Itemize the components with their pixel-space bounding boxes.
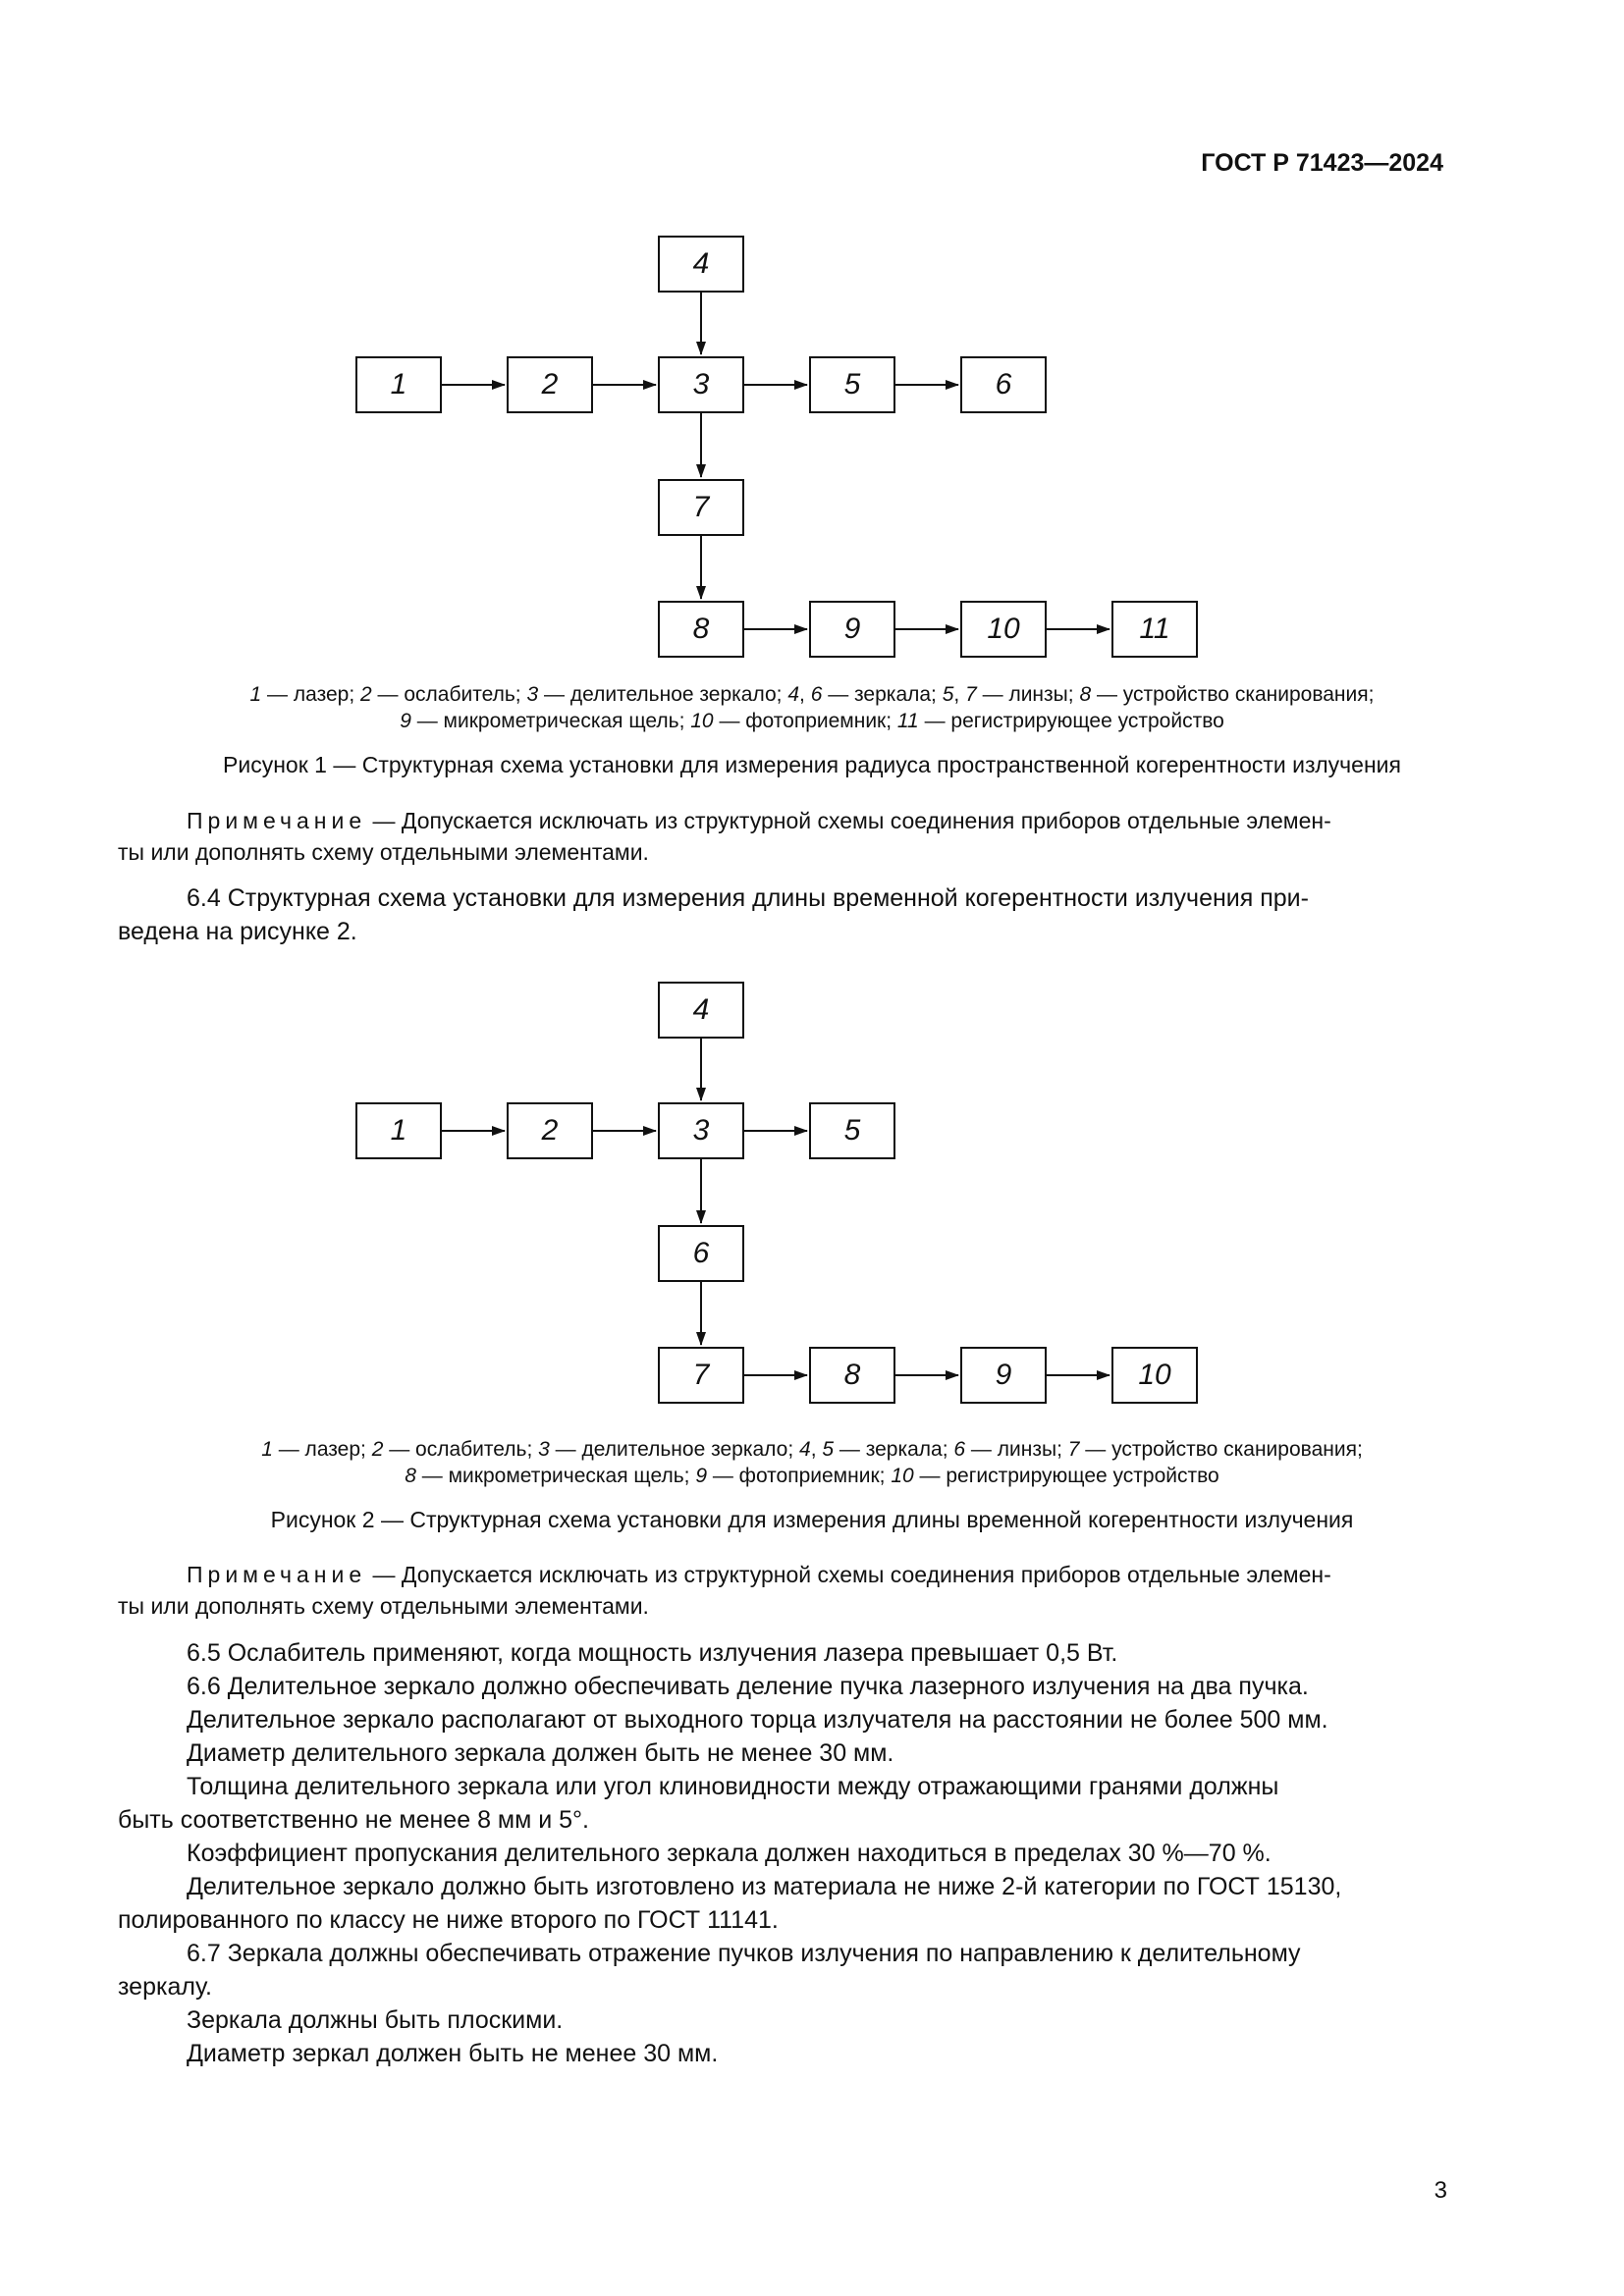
figure-2-block-diagram <box>344 0 1227 1423</box>
legend-item-number: 7 <box>965 683 977 706</box>
body-text <box>118 1636 1447 2070</box>
legend-item-text: — зеркала; <box>822 683 943 706</box>
legend-item-number: 10 <box>690 710 714 732</box>
legend-item-text: — устройство сканирования; <box>1091 683 1375 706</box>
paragraph-6-4-line-1: 6.4 Структурная схема установки для измерения длины временной когерентности излучения при- <box>187 884 1309 912</box>
block-7: 7 <box>658 1347 744 1404</box>
legend-item-number: 1 <box>249 683 262 706</box>
figure-2-legend-line-1 <box>118 1436 1506 1463</box>
legend-item-number: 5 <box>822 1438 835 1461</box>
block-5: 5 <box>809 356 895 413</box>
legend-item-text: — регистрирующее устройство <box>918 710 1224 732</box>
legend-item-number: 8 <box>1079 683 1092 706</box>
legend-item-text: — лазер; <box>272 1438 372 1461</box>
legend-item-text: — ослабитель; <box>371 683 527 706</box>
legend-item-number: 6 <box>953 1438 966 1461</box>
legend-item-number: 7 <box>1067 1438 1080 1461</box>
block-2: 2 <box>507 356 593 413</box>
block-2: 2 <box>507 1102 593 1159</box>
legend-item-number: 4 <box>787 683 800 706</box>
paragraph-transmission: Коэффициент пропускания делительного зеркала должен находиться в пределах 30 %—70 %. <box>187 1840 1272 1867</box>
figure-2-caption: Рисунок 2 — Структурная схема установки для измерения длины временной когерентности излучения <box>270 1507 1354 1532</box>
legend-item-number: 2 <box>360 683 372 706</box>
note-1-text: — Допускается исключать из структурной схемы соединения приборов отдельные элемен- <box>366 808 1331 833</box>
block-6: 6 <box>658 1225 744 1282</box>
block-1: 1 <box>355 356 442 413</box>
legend-item-number: 10 <box>891 1465 914 1487</box>
block-6: 6 <box>960 356 1047 413</box>
legend-item-text: — зеркала; <box>834 1438 954 1461</box>
note-1-label: Примечание <box>187 808 367 833</box>
figure-2-connectors <box>344 0 1227 1423</box>
legend-item-text: — лазер; <box>261 683 361 706</box>
legend-item-text: — устройство сканирования; <box>1079 1438 1363 1461</box>
block-9: 9 <box>809 601 895 658</box>
figure-2-legend <box>118 1436 1506 1489</box>
page-number: 3 <box>1434 2177 1447 2204</box>
block-3: 3 <box>658 1102 744 1159</box>
block-11: 11 <box>1111 601 1198 658</box>
block-7: 7 <box>658 479 744 536</box>
legend-item-number: 9 <box>695 1465 707 1487</box>
figure-2-legend-line-2 <box>118 1463 1506 1489</box>
block-10: 10 <box>1111 1347 1198 1404</box>
legend-item-number: 5 <box>942 683 954 706</box>
figure-1-caption: Рисунок 1 — Структурная схема установки для измерения радиуса пространственной когерентности излучения <box>223 752 1401 777</box>
paragraph-material-line-1: Делительное зеркало должно быть изготовлено из материала не ниже 2-й категории по ГОСТ 15130, <box>187 1873 1342 1900</box>
block-9: 9 <box>960 1347 1047 1404</box>
legend-item-text: — микрометрическая щель; <box>415 1465 696 1487</box>
note-2 <box>118 1559 1447 1622</box>
legend-item-number: 11 <box>896 710 919 732</box>
legend-item-text: — фотоприемник; <box>707 1465 892 1487</box>
note-2-text: — Допускается исключать из структурной схемы соединения приборов отдельные элемен- <box>366 1562 1331 1587</box>
block-4: 4 <box>658 982 744 1039</box>
legend-item-text: , <box>810 1438 823 1461</box>
block-3: 3 <box>658 356 744 413</box>
legend-item-text: — микрометрическая щель; <box>410 710 691 732</box>
legend-item-number: 8 <box>405 1465 416 1487</box>
paragraph-mirror-position: Делительное зеркало располагают от выходного торца излучателя на расстоянии не более 500 мм. <box>187 1706 1328 1734</box>
paragraph-6-7-line-2: зеркалу. <box>118 1973 212 2001</box>
paragraph-6-4-line-2: ведена на рисунке 2. <box>118 918 357 945</box>
paragraph-mirrors-diameter: Диаметр зеркал должен быть не менее 30 мм. <box>187 2040 719 2067</box>
legend-item-number: 3 <box>526 683 539 706</box>
legend-item-text: — делительное зеркало; <box>549 1438 799 1461</box>
legend-item-number: 3 <box>538 1438 550 1461</box>
legend-item-number: 1 <box>261 1438 273 1461</box>
legend-item-number: 4 <box>799 1438 811 1461</box>
block-1: 1 <box>355 1102 442 1159</box>
legend-item-text: — ослабитель; <box>383 1438 539 1461</box>
legend-item-text: — линзы; <box>965 1438 1068 1461</box>
block-4: 4 <box>658 236 744 293</box>
note-1-line-2: ты или дополнять схему отдельными элементами. <box>118 839 649 865</box>
note-2-line-2: ты или дополнять схему отдельными элементами. <box>118 1593 649 1619</box>
legend-item-text: — линзы; <box>976 683 1080 706</box>
block-8: 8 <box>809 1347 895 1404</box>
paragraph-thickness-line-1: Толщина делительного зеркала или угол клиновидности между отражающими гранями должны <box>187 1773 1279 1800</box>
paragraph-6-7-line-1: 6.7 Зеркала должны обеспечивать отражение пучков излучения по направлению к делительному <box>187 1940 1301 1967</box>
legend-item-text: — фотоприемник; <box>713 710 897 732</box>
paragraph-material-line-2: полированного по классу не ниже второго по ГОСТ 11141. <box>118 1906 779 1934</box>
paragraph-thickness-line-2: быть соответственно не менее 8 мм и 5°. <box>118 1806 589 1834</box>
block-8: 8 <box>658 601 744 658</box>
paragraph-mirrors-flat: Зеркала должны быть плоскими. <box>187 2006 564 2034</box>
legend-item-text: , <box>799 683 811 706</box>
paragraph-6-6: 6.6 Делительное зеркало должно обеспечивать деление пучка лазерного излучения на два пучка. <box>187 1673 1309 1700</box>
legend-item-text: , <box>953 683 966 706</box>
legend-item-number: 2 <box>371 1438 384 1461</box>
block-5: 5 <box>809 1102 895 1159</box>
paragraph-6-5: 6.5 Ослабитель применяют, когда мощность излучения лазера превышает 0,5 Вт. <box>187 1639 1118 1667</box>
paragraph-mirror-diameter: Диаметр делительного зеркала должен быть не менее 30 мм. <box>187 1739 894 1767</box>
block-10: 10 <box>960 601 1047 658</box>
legend-item-number: 9 <box>400 710 411 732</box>
legend-item-number: 6 <box>810 683 823 706</box>
note-2-label: Примечание <box>187 1562 367 1587</box>
document-standard-number: ГОСТ Р 71423—2024 <box>1201 149 1443 177</box>
note-2-line-1 <box>118 1559 1447 1590</box>
legend-item-text: — делительное зеркало; <box>538 683 788 706</box>
legend-item-text: — регистрирующее устройство <box>913 1465 1219 1487</box>
